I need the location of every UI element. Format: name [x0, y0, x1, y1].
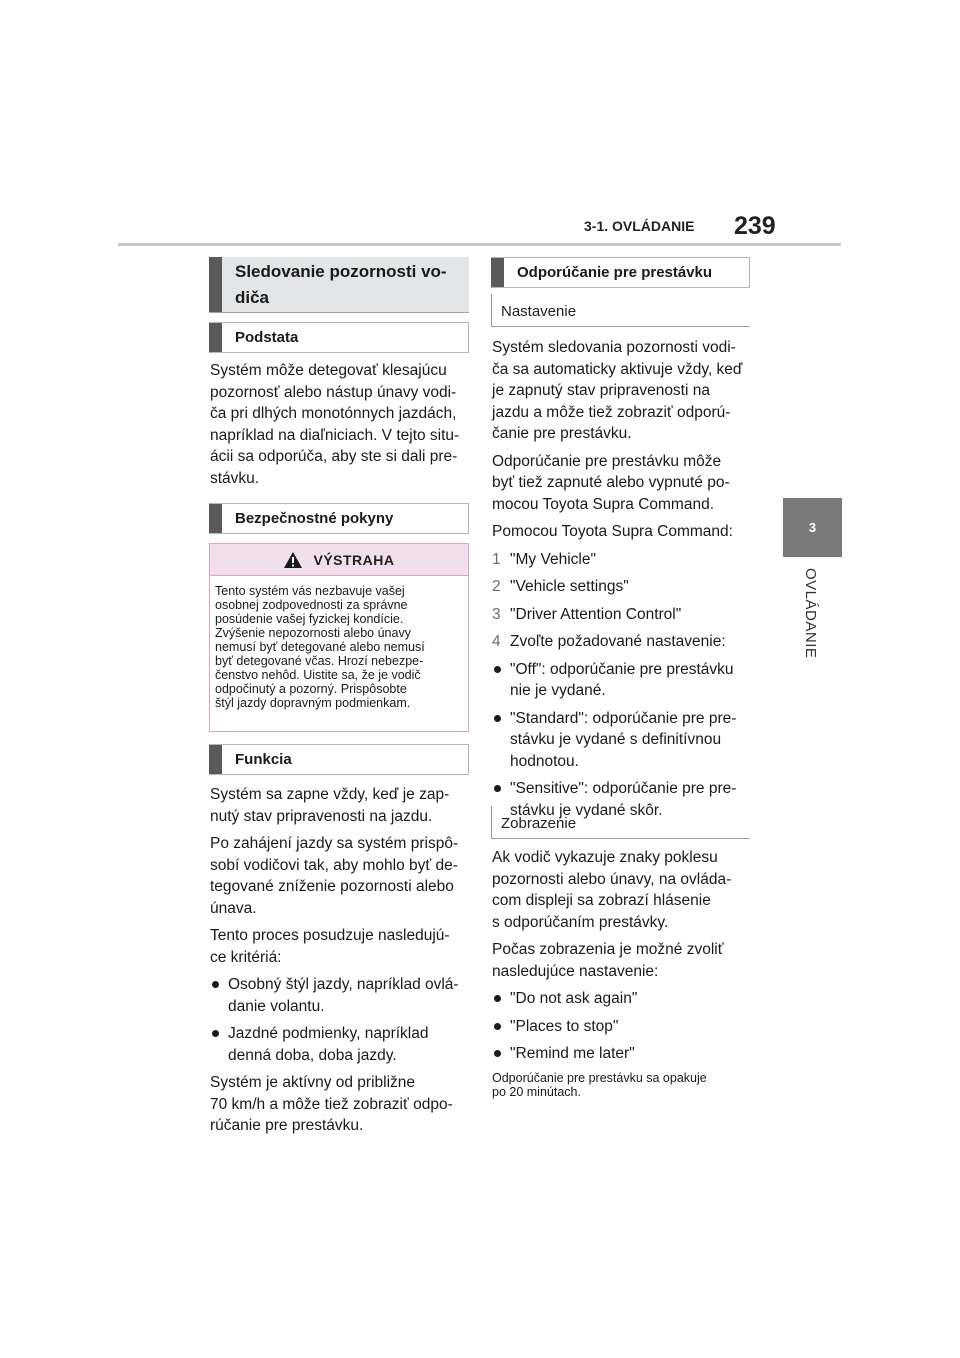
warning-header: [210, 544, 468, 576]
main-heading-line-2: diča: [235, 287, 270, 307]
step-item: 4 Zvoľte požadované nastavenie:: [492, 633, 726, 650]
subheading-zobrazenie: Zobrazenie: [491, 806, 750, 839]
section-heading-funkcia: Funkcia: [209, 744, 469, 775]
chapter-side-label: OVLÁDANIE: [802, 568, 819, 659]
section-heading-bezpecnostne-pokyny: Bezpečnostné pokyny: [209, 503, 469, 534]
bullet-icon: [494, 1023, 501, 1030]
bullet-icon: [494, 1050, 501, 1057]
step-item: 3 "Driver Attention Control": [492, 605, 682, 623]
bullet-icon: [494, 715, 501, 722]
section-heading-podstata: Podstata: [209, 322, 469, 353]
chapter-tab: 3: [783, 498, 842, 557]
step-item: 2 "Vehicle settings": [492, 578, 629, 595]
list-item: "Standard": odporúčanie pre pre- stávku je vydané s definitívnou hodnotou.: [492, 708, 754, 773]
funkcia-paragraph-1: Systém sa zapne vždy, keď je zap- nutý stav pripravenosti na jazdu.: [210, 786, 450, 825]
zobrazenie-paragraph-2: Počas zobrazenia je možné zvoliť nasledujúce nastavenie:: [492, 941, 724, 980]
bullet-icon: [494, 666, 501, 673]
nastavenie-paragraph-3: Pomocou Toyota Supra Command:: [492, 523, 733, 540]
funkcia-content: [210, 784, 472, 1143]
main-section-heading: [209, 257, 469, 313]
list-item: "Off": odporúčanie pre prestávku nie je vydané.: [492, 659, 754, 702]
subheading-nastavenie: Nastavenie: [491, 294, 750, 327]
funkcia-paragraph-2: Po zahájení jazdy sa systém prispô- sobí vodičovi tak, aby mohlo byť de- tegované zníženie pozornosti alebo únava.: [210, 835, 459, 917]
warning-text: Tento systém vás nezbavuje vašej osobnej zodpovednosti za správne posúdenie vašej fyzickej kondície. Zvýšenie nepozornosti alebo únavy nemusí byť detegované alebo nemusí byť detegované včas. Hrozí nebezpe- čenstvo nehôd. Uistite sa, že je vodič odpočinutý a pozorný. Prispôsobte štýl jazdy dopravným podmienkam.: [215, 584, 425, 710]
warning-triangle-icon: [283, 551, 303, 569]
warning-title: VÝSTRAHA: [313, 551, 395, 568]
main-heading-line-1: Sledovanie pozornosti vo-: [235, 261, 447, 281]
list-item: "Do not ask again": [492, 988, 754, 1010]
bullet-icon: [494, 995, 501, 1002]
warning-box: [209, 543, 469, 732]
list-item: "Sensitive": odporúčanie pre pre- stávku je vydané skôr.: [492, 778, 754, 821]
zobrazenie-paragraph-1: Ak vodič vykazuje znaky poklesu pozornosti alebo únavy, na ovláda- com displeji sa zobrazí hlásenie s odporúčaním prestávky.: [492, 849, 732, 931]
nastavenie-paragraph-1: Systém sledovania pozornosti vodi- ča sa automaticky aktivuje vždy, keď je zapnutý stav pripravenosti na jazdu a môže tiež zobraziť odporú- čanie pre prestávku.: [492, 339, 743, 442]
funkcia-paragraph-3: Tento proces posudzuje nasledujú- ce kritériá:: [210, 927, 450, 966]
bullet-icon: [494, 785, 501, 792]
header-rule: [118, 243, 841, 246]
zobrazenie-content: [492, 847, 754, 1099]
funkcia-paragraph-4: Systém je aktívny od približne 70 km/h a môže tiež zobraziť odpo- rúčanie pre prestávku.: [210, 1074, 453, 1134]
list-item: Osobný štýl jazdy, napríklad ovlá- danie volantu.: [210, 974, 472, 1017]
list-item: "Remind me later": [492, 1043, 754, 1065]
section-heading-odporucanie: Odporúčanie pre prestávku: [491, 257, 750, 288]
bullet-icon: [212, 1030, 219, 1037]
footnote: Odporúčanie pre prestávku sa opakuje po 20 minútach.: [492, 1070, 707, 1099]
nastavenie-content: [492, 337, 754, 827]
list-item: "Places to stop": [492, 1016, 754, 1038]
running-header-section: 3-1. OVLÁDANIE: [584, 218, 695, 234]
podstata-paragraph: Systém môže detegovať klesajúcu pozornosť alebo nástup únavy vodi- ča pri dlhých monotónnych jazdách, napríklad na diaľniciach. V tejto situ- ácii sa odporúča, aby ste si dali pre- stávku.: [210, 362, 460, 487]
page-number: 239: [734, 212, 776, 240]
bullet-icon: [212, 981, 219, 988]
nastavenie-paragraph-2: Odporúčanie pre prestávku môže byť tiež zapnuté alebo vypnuté po- mocou Toyota Supra Command.: [492, 452, 730, 513]
step-item: 1 "My Vehicle": [492, 550, 596, 568]
list-item: Jazdné podmienky, napríklad denná doba, doba jazdy.: [210, 1023, 472, 1066]
